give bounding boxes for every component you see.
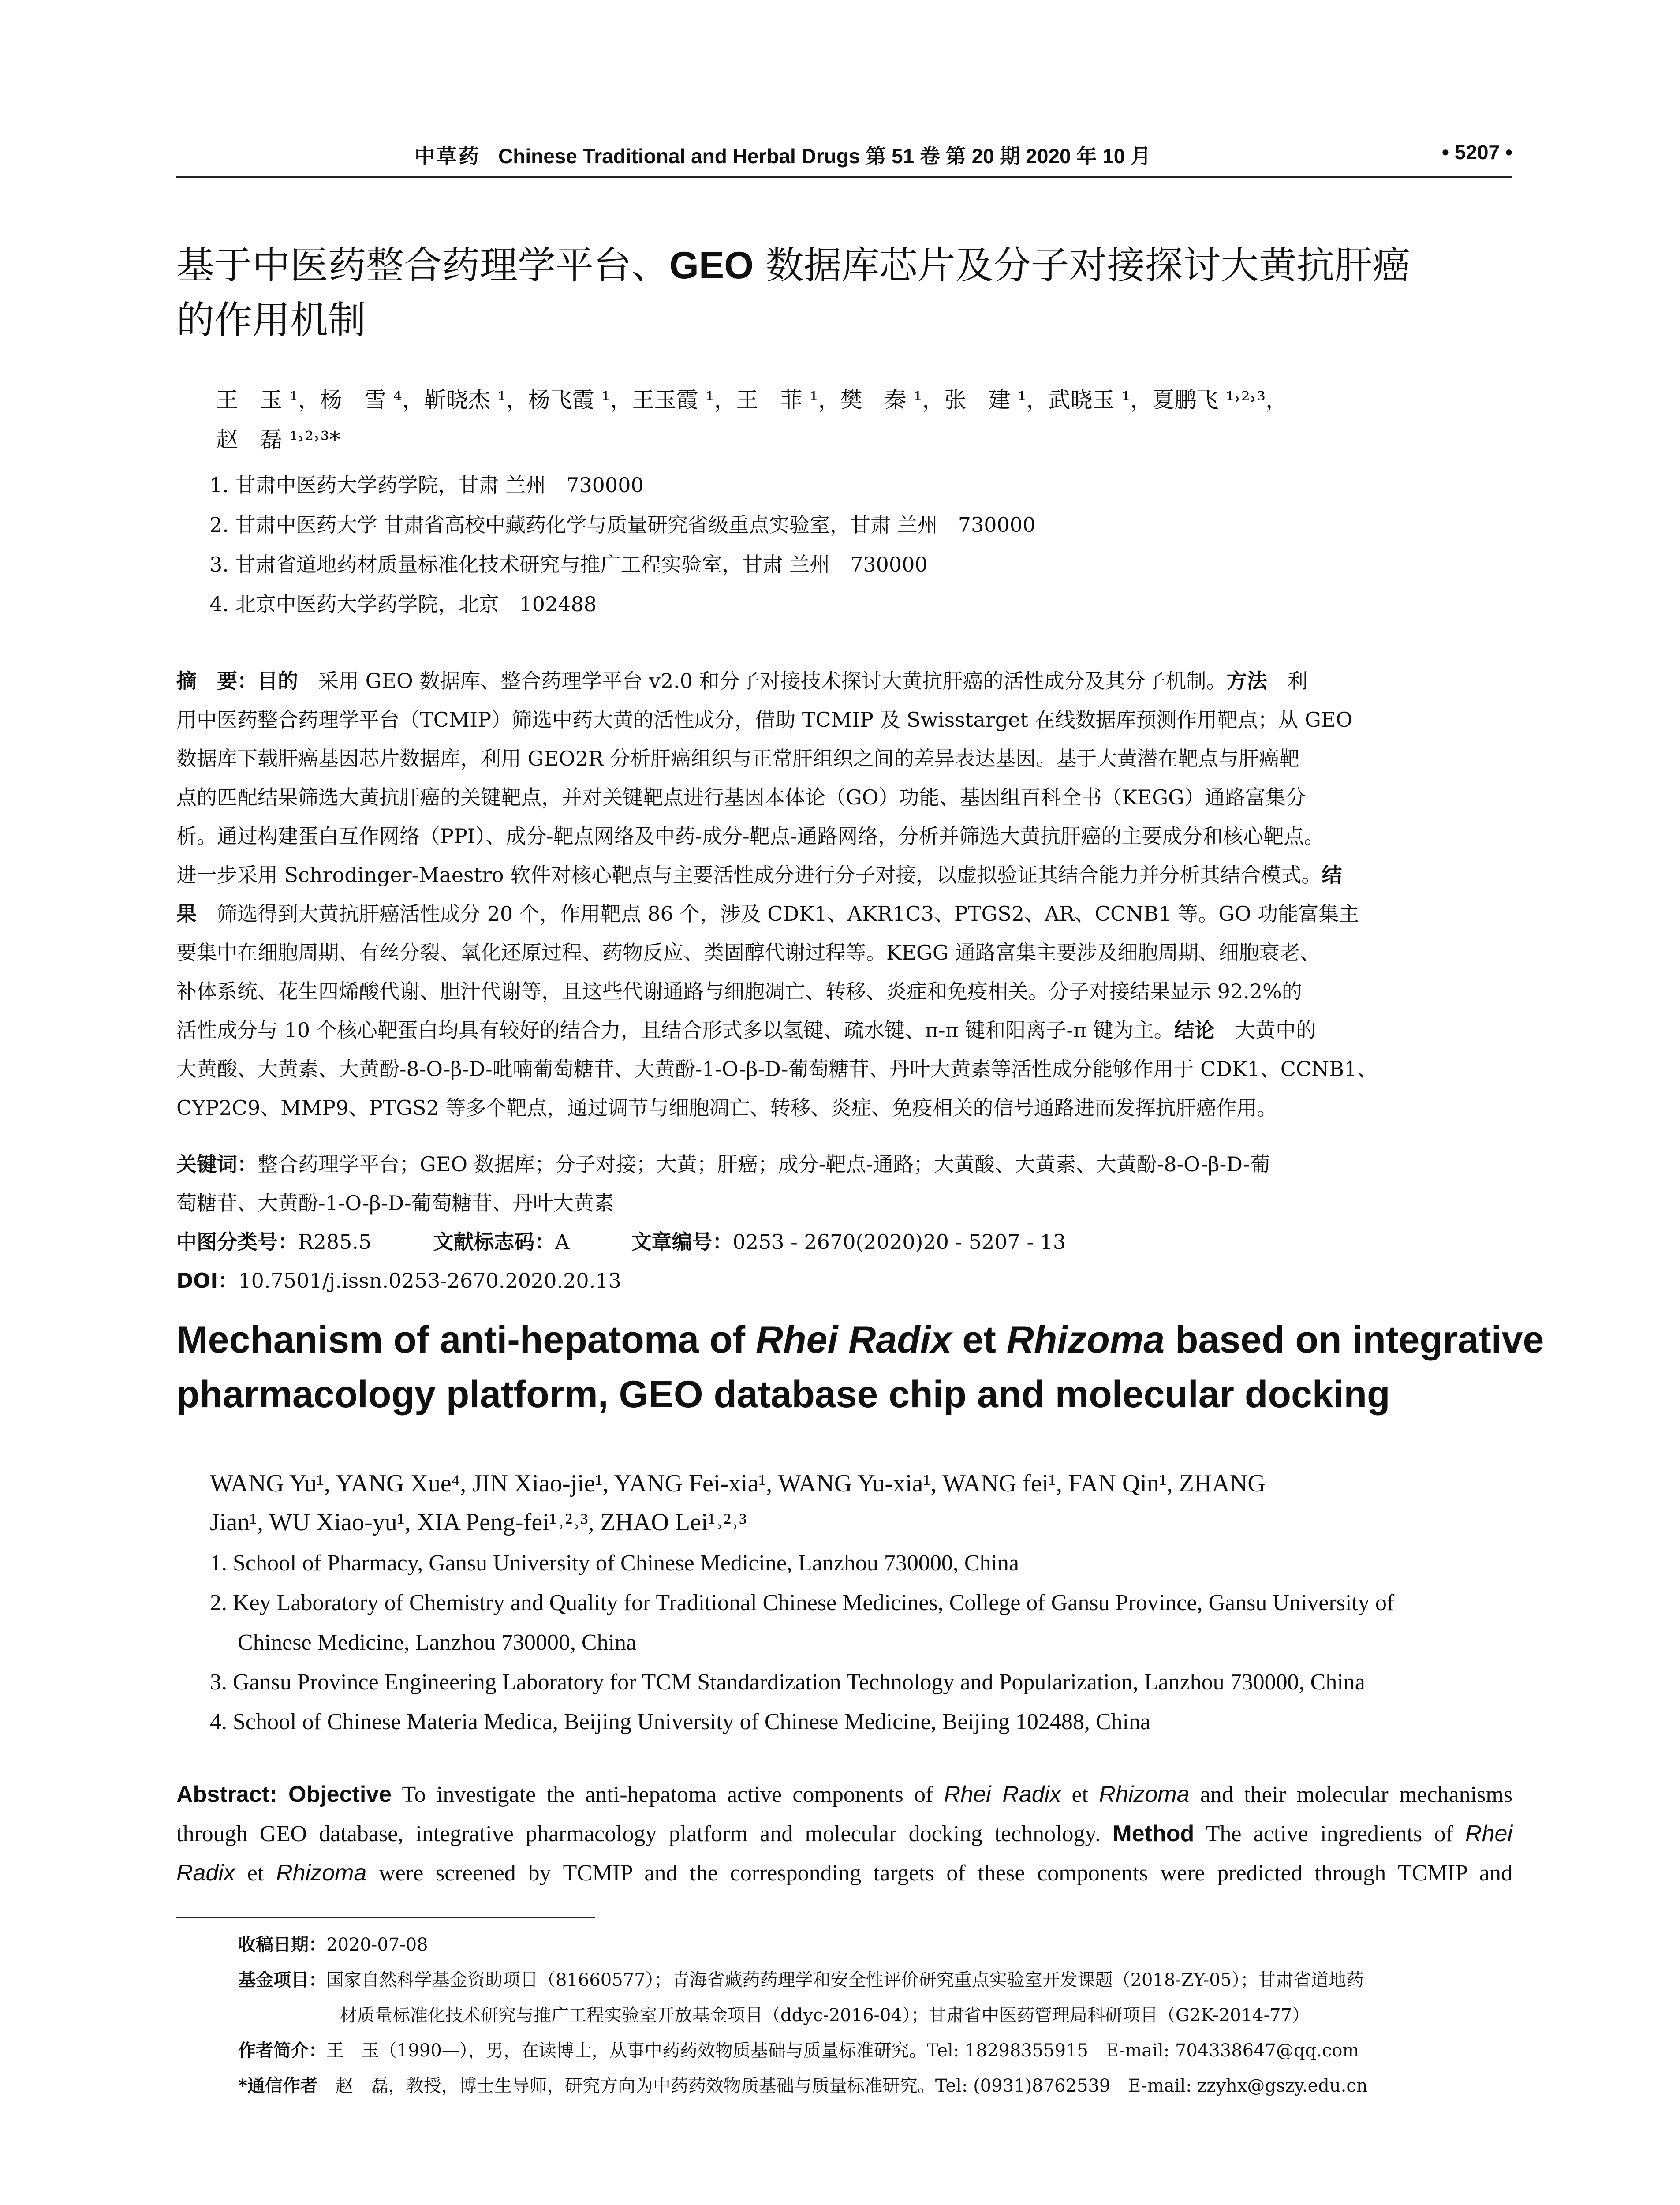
en-affiliation: 2. Key Laboratory of Chemistry and Quality for Traditional Chinese Medicines, College of Gansu Province, Gansu University of: [210, 1590, 1395, 1615]
en-abstract-text: et: [1061, 1782, 1099, 1807]
cn-affiliation: 3. 甘肃省道地药材质量标准化技术研究与推广工程实验室，甘肃 兰州 730000: [209, 553, 928, 576]
en-abstract-text: Rhizoma: [1099, 1782, 1190, 1807]
en-abstract: [176, 1775, 1512, 1893]
article-value: 0253 - 2670(2020)20 - 5207 - 13: [732, 1230, 1066, 1254]
en-title-part: Mechanism of anti-hepatoma of: [176, 1319, 756, 1361]
keywords-text: 整合药理学平台；GEO 数据库；分子对接；大黄；肝癌；成分-靶点-通路；大黄酸、大黄素、大黄酚-8-O-β-D-葡: [258, 1152, 1270, 1176]
abstract-label: 摘 要：: [176, 669, 258, 693]
author-bio-text: 王 玉（1990—），男，在读博士，从事中药药效物质基础与质量标准研究。Tel: 18298355915 E-mail: 704338647@qq.com: [326, 2041, 1359, 2061]
header-rule: [176, 176, 1512, 178]
abstract-text: 利: [1267, 669, 1308, 693]
en-abstract-text: The active ingredients of: [1194, 1821, 1466, 1846]
running-header: [176, 140, 1512, 176]
en-abstract-label: Abstract: Objective: [176, 1782, 392, 1807]
en-method-label: Method: [1113, 1821, 1195, 1846]
cn-affiliation: 2. 甘肃中医药大学 甘肃省高校中藏药化学与质量研究省级重点实验室，甘肃 兰州 730000: [209, 513, 1036, 537]
en-abstract-text: and their molecular mechanisms: [1189, 1782, 1513, 1807]
en-title-part: Rhei Radix: [756, 1319, 952, 1361]
result-label: 结: [1322, 863, 1342, 887]
en-abstract-text: were screened by TCMIP and the corresponding targets of these components were predicted through TCMIP and: [366, 1861, 1512, 1886]
abstract-text: 筛选得到大黄抗肝癌活性成分 20 个，作用靶点 86 个，涉及 CDK1、AKR1C3、PTGS2、AR、CCNB1 等。GO 功能富集主: [197, 902, 1359, 926]
en-abstract-text: Rhei: [1465, 1821, 1512, 1846]
doi-label: DOI：: [176, 1269, 239, 1293]
doccode-label: 文献标志码：: [433, 1230, 555, 1254]
abstract-text: 数据库下载肝癌基因芯片数据库，利用 GEO2R 分析肝癌组织与正常肝组织之间的差异表达基因。基于大黄潜在靶点与肝癌靶: [176, 747, 1300, 770]
fund-text: 材质量标准化技术研究与推广工程实验室开放基金项目（ddyc-2016-04）；甘肃省中医药管理局科研项目（G2K-2014-77）: [340, 2005, 1310, 2026]
cn-abstract: [176, 662, 1512, 1127]
cn-title-part: 数据库芯片及分子对接探讨大黄抗肝癌: [754, 243, 1411, 288]
fund-text: 国家自然科学基金资助项目（81660577）；青海省藏药药理学和安全性评价研究重点实验室开发课题（2018-ZY-05）；甘肃省道地药: [326, 1970, 1364, 1990]
received-value: 2020-07-08: [326, 1935, 428, 1955]
keywords-label: 关键词：: [176, 1152, 258, 1176]
en-affiliation: 1. School of Pharmacy, Gansu University of Chinese Medicine, Lanzhou 730000, China: [210, 1551, 1019, 1576]
en-title: [176, 1312, 1544, 1422]
en-abstract-text: To investigate the anti-hepatoma active components of: [392, 1782, 944, 1807]
abstract-text: 大黄酸、大黄素、大黄酚-8-O-β-D-吡喃葡萄糖苷、大黄酚-1-O-β-D-葡萄糖苷、丹叶大黄素等活性成分能够作用于 CDK1、CCNB1、: [176, 1057, 1378, 1081]
en-title-part: based on integrative: [1165, 1319, 1544, 1361]
keywords-text: 萄糖苷、大黄酚-1-O-β-D-葡萄糖苷、丹叶大黄素: [176, 1191, 614, 1215]
en-affiliations: [210, 1544, 1512, 1742]
en-title-line2: pharmacology platform, GEO database chip and molecular docking: [176, 1373, 1390, 1416]
doi-value[interactable]: 10.7501/j.issn.0253-2670.2020.20.13: [238, 1269, 621, 1293]
en-abstract-text: Rhei Radix: [944, 1782, 1061, 1807]
en-authors: [210, 1464, 1512, 1542]
en-authors-line: WANG Yu¹, YANG Xue⁴, JIN Xiao-jie¹, YANG Fei-xia¹, WANG Yu-xia¹, WANG fei¹, FAN Qin¹, ZHANG: [210, 1470, 1266, 1497]
abstract-text: 点的匹配结果筛选大黄抗肝癌的关键靶点，并对关键靶点进行基因本体论（GO）功能、基因组百科全书（KEGG）通路富集分: [176, 785, 1306, 809]
abstract-text: 采用 GEO 数据库、整合药理学平台 v2.0 和分子对接技术探讨大黄抗肝癌的活性成分及其分子机制。: [298, 669, 1227, 693]
received-label: 收稿日期：: [238, 1935, 326, 1955]
footnote-rule: [176, 1917, 595, 1918]
footnotes: [238, 1927, 1512, 2104]
abstract-text: 补体系统、花生四烯酸代谢、胆汁代谢等，且这些代谢通路与细胞凋亡、转移、炎症和免疫相关。分子对接结果显示 92.2%的: [176, 979, 1302, 1003]
method-label: 方法: [1226, 669, 1267, 693]
en-title-part: Rhizoma: [1006, 1319, 1165, 1361]
cn-title: [176, 238, 1512, 348]
en-affiliation: 4. School of Chinese Materia Medica, Beijing University of Chinese Medicine, Beijing 102488, China: [210, 1709, 1151, 1734]
journal-text: Chinese Traditional and Herbal Drugs 第 51 卷 第 20 期 2020 年 10 月: [498, 145, 1151, 168]
conclusion-label: 结论: [1174, 1018, 1215, 1042]
abstract-text: 析。通过构建蛋白互作网络（PPI）、成分-靶点网络及中药-成分-靶点-通路网络，分析并筛选大黄抗肝癌的主要成分和核心靶点。: [176, 824, 1325, 848]
cn-title-part: 基于中医药整合药理学平台、: [176, 243, 669, 288]
cn-affiliation: 1. 甘肃中医药大学药学院，甘肃 兰州 730000: [209, 473, 644, 497]
cn-title-part: GEO: [669, 244, 754, 287]
en-abstract-text: through GEO database, integrative pharmacology platform and molecular docking technology.: [176, 1821, 1113, 1846]
cn-metadata: [176, 1145, 1512, 1300]
corresponding-label: *通信作者: [238, 2076, 318, 2096]
abstract-text: CYP2C9、MMP9、PTGS2 等多个靶点，通过调节与细胞凋亡、转移、炎症、免疫相关的信号通路进而发挥抗肝癌作用。: [176, 1096, 1277, 1120]
doccode-value: A: [555, 1230, 570, 1254]
abstract-text: 活性成分与 10 个核心靶蛋白均具有较好的结合力，且结合形式多以氢键、疏水键、π-π 键和阳离子-π 键为主。: [176, 1018, 1174, 1042]
en-authors-line: Jian¹, WU Xiao-yu¹, XIA Peng-fei¹˒²˒³, ZHAO Lei¹˒²˒³: [210, 1509, 747, 1536]
en-abstract-text: Radix: [176, 1860, 235, 1886]
cn-authors-line: 王 玉 ¹，杨 雪 ⁴，靳晓杰 ¹，杨飞霞 ¹，王玉霞 ¹，王 菲 ¹，樊 秦 ¹，张 建 ¹，武晓玉 ¹，夏鹏飞 ¹˒²˒³，: [216, 387, 1288, 413]
cn-affiliations: [209, 465, 1035, 624]
cn-title-line2: 的作用机制: [176, 298, 366, 342]
en-affiliation: Chinese Medicine, Lanzhou 730000, China: [238, 1630, 637, 1655]
result-label: 果: [176, 902, 197, 926]
corresponding-text: 赵 磊，教授，博士生导师，研究方向为中药药效物质基础与质量标准研究。Tel: (0931)8762539 E-mail: zzyhx@gszy.edu.cn: [317, 2076, 1368, 2096]
journal-info: [414, 140, 1151, 169]
journal-logo: 中草药: [414, 144, 481, 168]
cn-authors: [216, 380, 1512, 460]
clc-label: 中图分类号：: [176, 1230, 298, 1254]
abstract-text: 大黄中的: [1214, 1018, 1316, 1042]
page-number: • 5207 •: [1441, 141, 1512, 164]
cn-authors-line: 赵 磊 ¹˒²˒³*: [216, 427, 340, 452]
en-affiliation: 3. Gansu Province Engineering Laboratory for TCM Standardization Technology and Popularization, Lanzhou 730000, China: [210, 1670, 1365, 1695]
abstract-text: 要集中在细胞周期、有丝分裂、氧化还原过程、药物反应、类固醇代谢过程等。KEGG 通路富集主要涉及细胞周期、细胞衰老、: [176, 941, 1321, 964]
author-bio-label: 作者简介：: [238, 2041, 326, 2061]
abstract-text: 进一步采用 Schrodinger-Maestro 软件对核心靶点与主要活性成分进行分子对接，以虚拟验证其结合能力并分析其结合模式。: [176, 863, 1322, 887]
abstract-text: 用中医药整合药理学平台（TCMIP）筛选中药大黄的活性成分，借助 TCMIP 及 Swisstarget 在线数据库预测作用靶点；从 GEO: [176, 708, 1353, 732]
cn-affiliation: 4. 北京中医药大学药学院，北京 102488: [209, 592, 597, 616]
article-label: 文章编号：: [631, 1230, 733, 1254]
en-abstract-text: et: [235, 1861, 276, 1886]
en-abstract-text: Rhizoma: [276, 1860, 367, 1886]
en-title-part: et: [952, 1319, 1007, 1361]
fund-label: 基金项目：: [238, 1970, 326, 1990]
objective-label: 目的: [258, 669, 298, 693]
clc-value: R285.5: [298, 1230, 372, 1254]
